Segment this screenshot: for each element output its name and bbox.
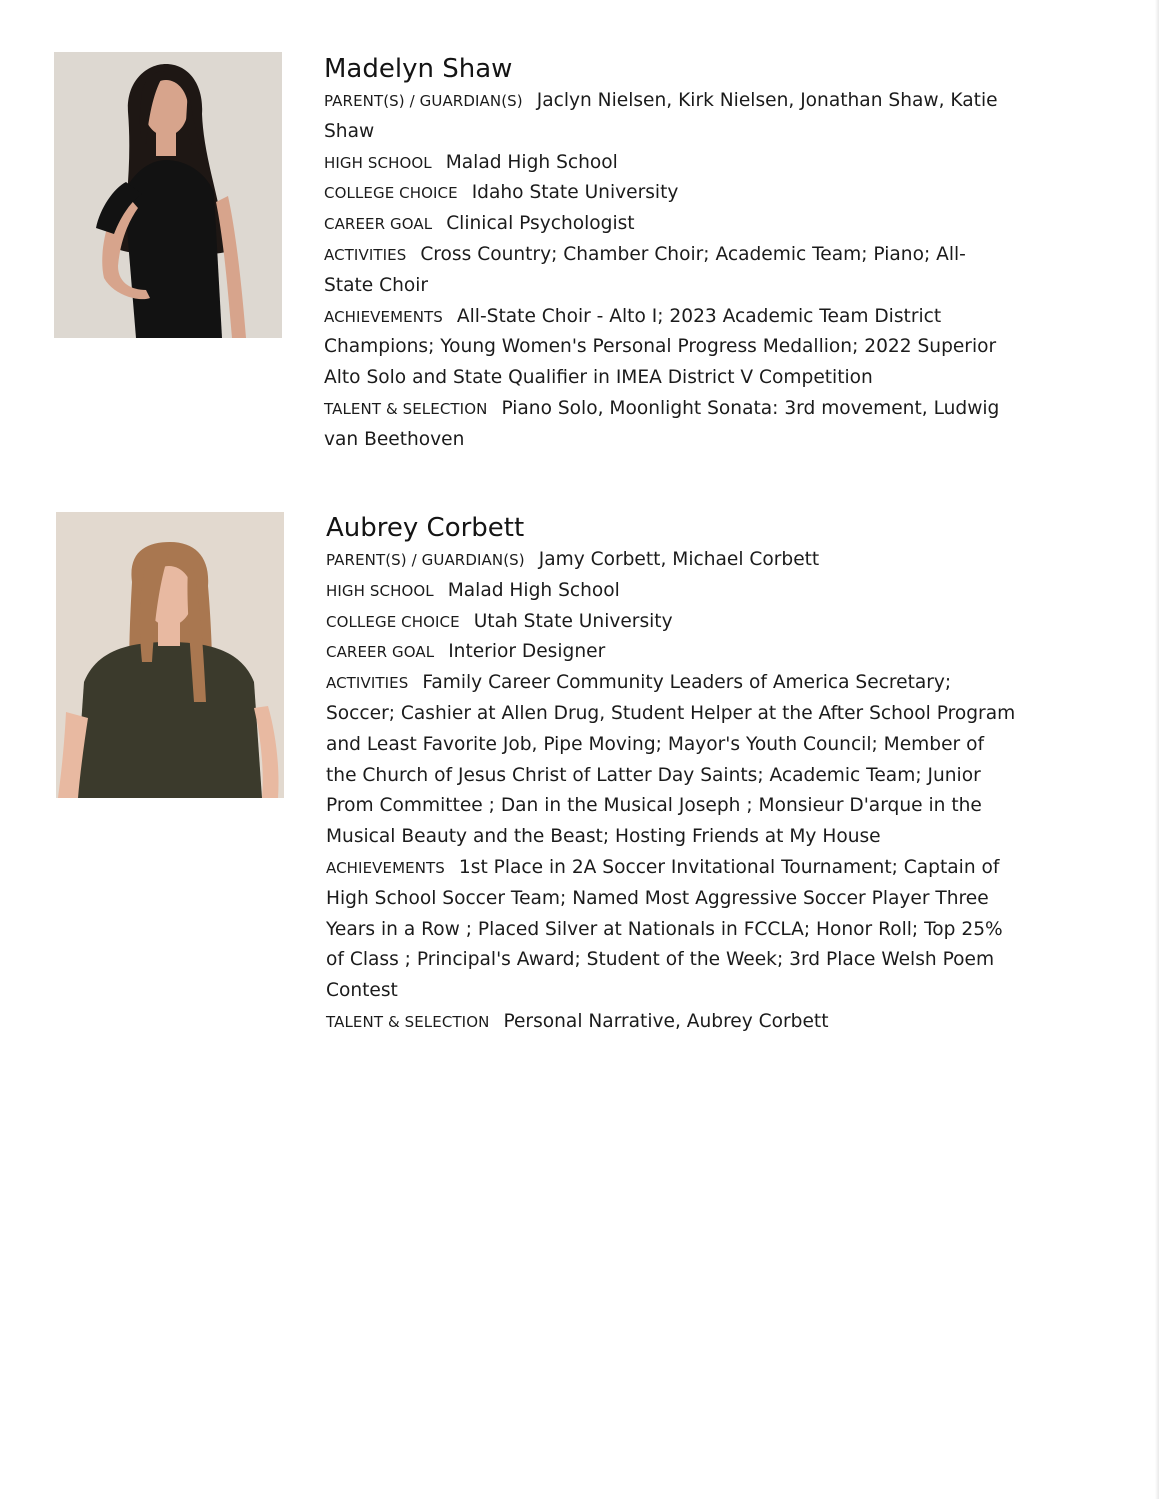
- activities-label: ACTIVITIES: [326, 674, 409, 693]
- parents-label: PARENT(S) / GUARDIAN(S): [324, 92, 523, 110]
- talent-value: Personal Narrative, Aubrey Corbett: [503, 1010, 829, 1032]
- high-school-value: Malad High School: [445, 151, 618, 173]
- parents-label: PARENT(S) / GUARDIAN(S): [326, 551, 525, 569]
- college-label: COLLEGE CHOICE: [326, 612, 460, 631]
- talent-label: TALENT & SELECTION: [324, 399, 488, 418]
- high-school-label: HIGH SCHOOL: [324, 153, 432, 172]
- career-value: Interior Designer: [448, 641, 606, 663]
- parents-value: Jamy Corbett, Michael Corbett: [538, 549, 820, 570]
- career-label: CAREER GOAL: [324, 215, 433, 234]
- activities-label: ACTIVITIES: [324, 245, 407, 264]
- contestant-name: Aubrey Corbett: [326, 513, 525, 543]
- activities-value: Cross Country; Chamber Choir; Academic Team; Piano; All-State Choir: [324, 243, 966, 296]
- contestant-photo: [56, 512, 284, 798]
- activities-value: Family Career Community Leaders of America Secretary; Soccer; Cashier at Allen Drug, Student Helper at the After School Program and Least Favorite Job, Pipe Moving; Mayor's Youth Council; Member of the Church of Jesus Christ of Latter Day Saints; Academic Team; Junior Prom Committee ; Dan in the Musical Joseph ; Monsieur D'arque in the Musical Beauty and the Beast; Hosting Friends at My House: [326, 672, 1016, 848]
- achievements-row: [324, 302, 1014, 394]
- activities-row: [326, 668, 1016, 853]
- high-school-value: Malad High School: [447, 579, 620, 601]
- parents-row: [324, 86, 1014, 148]
- talent-label: TALENT & SELECTION: [326, 1012, 490, 1031]
- parents-row: [326, 545, 1016, 576]
- achievements-value: All-State Choir - Alto I; 2023 Academic Team District Champions; Young Women's Personal Progress Medallion; 2022 Superior Alto Solo and State Qualifier in IMEA District V Competition: [324, 305, 997, 389]
- high-school-row: [326, 576, 1016, 607]
- contestant-photo: [54, 52, 282, 338]
- portrait-image: [56, 512, 284, 798]
- contestant-bio: [326, 511, 1016, 1038]
- career-row: [324, 209, 1014, 240]
- talent-row: [326, 1007, 1016, 1038]
- career-value: Clinical Psychologist: [446, 213, 635, 235]
- college-value: Utah State University: [473, 610, 673, 632]
- talent-row: [324, 394, 1014, 456]
- contestant-bio: [324, 52, 1014, 456]
- high-school-label: HIGH SCHOOL: [326, 581, 434, 600]
- parents-value: Jaclyn Nielsen, Kirk Nielsen, Jonathan Shaw, Katie Shaw: [324, 90, 998, 142]
- talent-value: Piano Solo, Moonlight Sonata: 3rd movement, Ludwig van Beethoven: [324, 397, 1000, 450]
- activities-row: [324, 240, 1014, 302]
- scan-edge: [1155, 0, 1159, 1499]
- college-row: [326, 607, 1016, 638]
- achievements-row: [326, 853, 1016, 1007]
- achievements-label: ACHIEVEMENTS: [326, 858, 445, 877]
- achievements-label: ACHIEVEMENTS: [324, 307, 443, 326]
- career-row: [326, 637, 1016, 668]
- college-value: Idaho State University: [471, 182, 679, 204]
- portrait-image: [54, 52, 282, 338]
- contestant-name: Madelyn Shaw: [324, 54, 513, 84]
- college-row: [324, 178, 1014, 209]
- achievements-value: 1st Place in 2A Soccer Invitational Tournament; Captain of High School Soccer Team; Named Most Aggressive Soccer Player Three Years in a Row ; Placed Silver at Nationals in FCCLA; Honor Roll; Top 25% of Class ; Principal's Award; Student of the Week; 3rd Place Welsh Poem Contest: [326, 856, 1003, 1002]
- career-label: CAREER GOAL: [326, 643, 435, 662]
- high-school-row: [324, 148, 1014, 179]
- college-label: COLLEGE CHOICE: [324, 184, 458, 203]
